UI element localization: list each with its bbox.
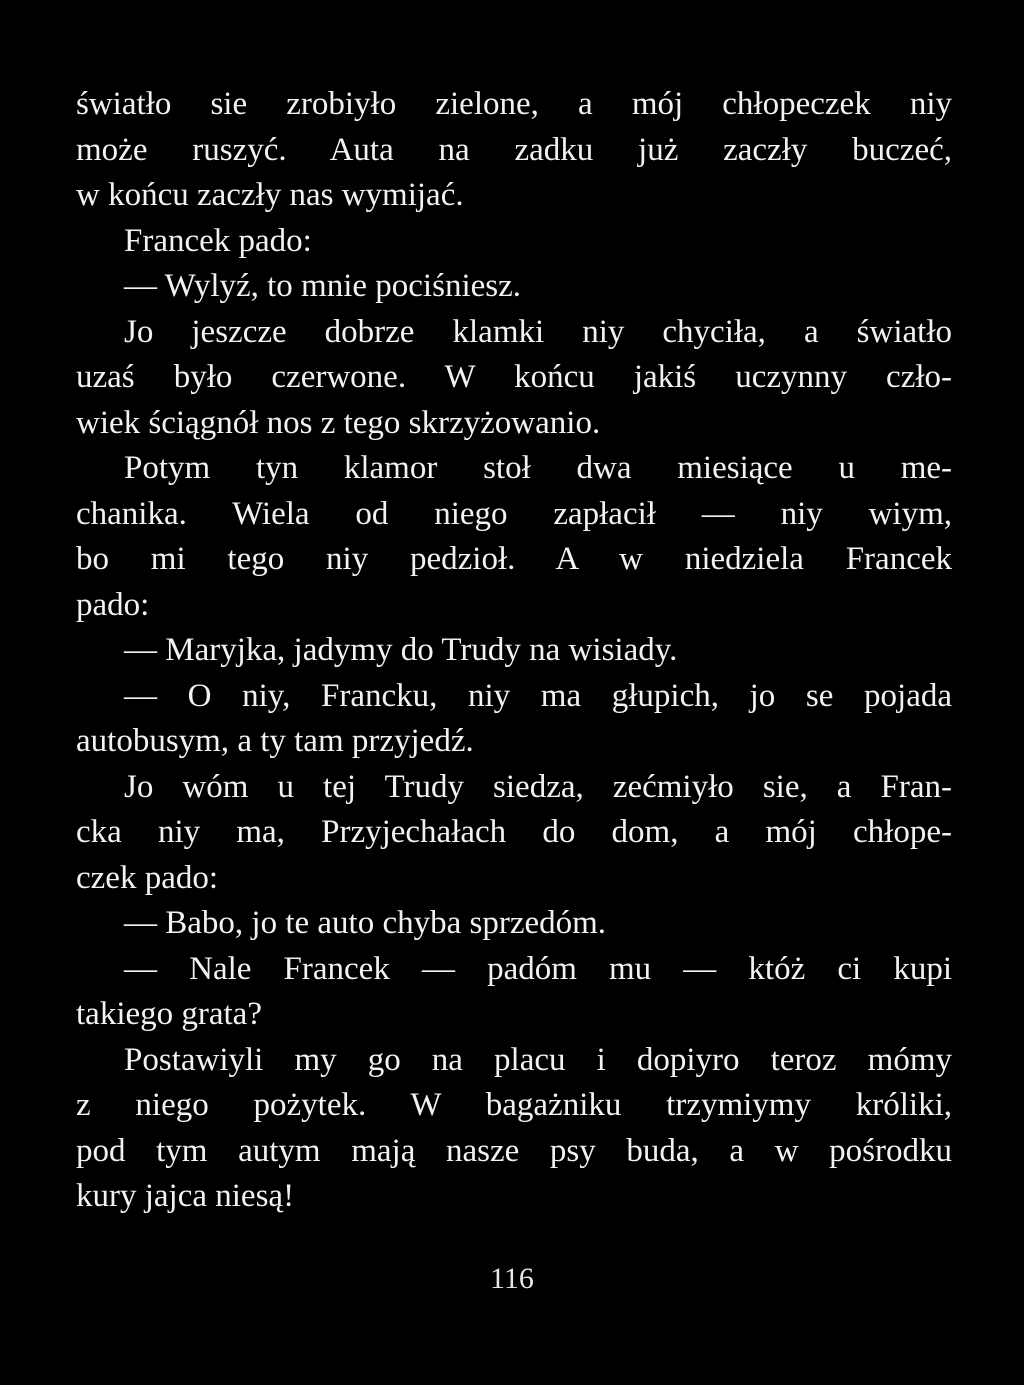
page-number: 116 <box>490 1262 534 1295</box>
text-line: wiek ściągnół nos z tego skrzyżowanio. <box>76 404 601 441</box>
text-line: uzaś było czerwone. W końcu jakiś uczynny czło- <box>76 359 952 395</box>
text-line: Postawiyli my go na placu i dopiyro teroz mómy <box>124 1041 952 1078</box>
text-line: — Wylyź, to mnie pociśniesz. <box>124 268 521 304</box>
text-line: chanika. Wiela od niego zapłacił — niy wiym, <box>76 495 952 532</box>
page-text <box>76 82 952 1220</box>
text-line: — Maryjka, jadymy do Trudy na wisiady. <box>124 632 678 668</box>
text-line: z niego pożytek. W bagażniku trzymiymy króliki, <box>76 1087 952 1123</box>
text-line: światło sie zrobiyło zielone, a mój chłopeczek niy <box>76 86 952 122</box>
text-line: — Babo, jo te auto chyba sprzedóm. <box>124 905 607 941</box>
text-line: takiego grata? <box>76 996 262 1032</box>
text-line: — Nale Francek — padóm mu — któż ci kupi <box>124 950 952 987</box>
text-line: Jo wóm u tej Trudy siedza, zećmiyło sie, a Fran- <box>124 768 952 805</box>
text-line: Jo jeszcze dobrze klamki niy chyciła, a światło <box>124 313 952 350</box>
text-line: pado: <box>76 586 150 623</box>
text-line: pod tym autym mają nasze psy buda, a w pośrodku <box>76 1132 952 1169</box>
text-line: Potym tyn klamor stoł dwa miesiące u me- <box>124 450 952 486</box>
text-line: cka niy ma, Przyjechałach do dom, a mój chłope- <box>76 814 952 850</box>
text-line: w końcu zaczły nas wymijać. <box>76 177 464 213</box>
text-line: autobusym, a ty tam przyjedź. <box>76 723 474 759</box>
text-line: może ruszyć. Auta na zadku już zaczły buczeć, <box>76 131 952 168</box>
text-line: — O niy, Francku, niy ma głupich, jo se pojada <box>124 677 952 714</box>
text-line: bo mi tego niy pedzioł. A w niedziela Francek <box>76 541 952 577</box>
text-line: Francek pado: <box>124 222 312 259</box>
text-line: kury jajca niesą! <box>76 1178 295 1214</box>
text-line: czek pado: <box>76 859 219 896</box>
